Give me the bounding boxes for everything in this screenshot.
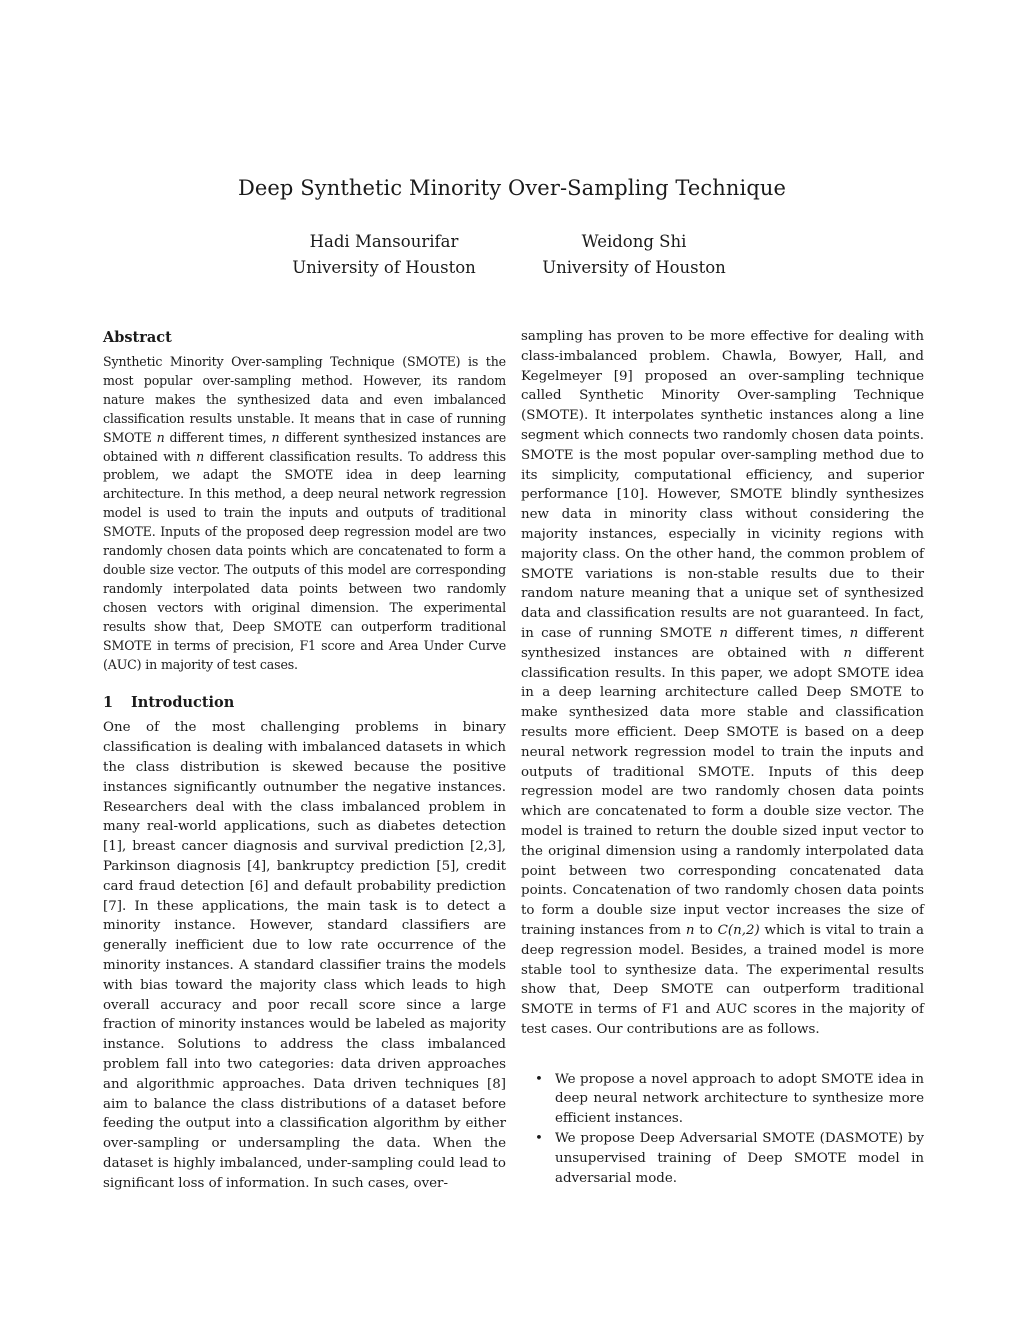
paper-title: Deep Synthetic Minority Over-Sampling Technique — [237, 176, 787, 200]
section-number: 1 — [103, 694, 114, 712]
author-affiliation: University of Houston — [542, 258, 726, 277]
abstract-text: Synthetic Minority Over-sampling Technique (SMOTE) is the most popular over-sampling method. However, its random nature makes the synthesized data and even imbalanced classification results unstable. It means that in case of running SMOTE n different times, n different synthesized instances are obtained with n different classification results. To address this problem, we adapt the SMOTE idea in deep learning architecture. In this method, a deep neural network regression model is used to train the inputs and outputs of traditional SMOTE. Inputs of the proposed deep regression model are two randomly chosen data points which are concatenated to form a double size vector. The outputs of this model are corresponding randomly interpolated data points between two randomly chosen vectors with original dimension. The experimental results show that, Deep SMOTE can outperform traditional SMOTE in terms of precision, F1 score and Area Under Curve (AUC) in majority of test cases. — [103, 354, 507, 672]
author-block-1 — [254, 229, 514, 281]
right-column — [521, 327, 924, 1188]
section-title: Introduction — [131, 694, 235, 712]
author-block-2 — [504, 229, 764, 281]
abstract-heading: Abstract — [103, 329, 172, 346]
author-name: Hadi Mansourifar — [309, 232, 459, 251]
author-name: Weidong Shi — [581, 232, 687, 251]
contributions-list — [521, 1070, 924, 1189]
bullet-icon: • — [535, 1131, 543, 1147]
introduction-text-right: sampling has proven to be more effective for dealing with class-imbalanced problem. Chawla, Bowyer, Hall, and Kegelmeyer [9] proposed an over-sampling technique called Synthetic Minority Over-sampling Technique (SMOTE). It interpolates synthetic instances along a line segment which connects two randomly chosen data points. SMOTE is the most popular over-sampling method due to its simplicity, computational efficiency, and superior performance [10]. However, SMOTE blindly synthesizes new data in minority class without considering the majority instances, especially in vicinity regions with majority class. On the other hand, the common problem of SMOTE variations is non-stable results due to their random nature meaning that a unique set of synthesized data and classification results are not guaranteed. In fact, in case of running SMOTE n different times, n different synthesized instances are obtained with n different classification results. In this paper, we adopt SMOTE idea in a deep learning architecture called Deep SMOTE to make synthesized data more stable and classification results more efficient. Deep SMOTE is based on a deep neural network regression model to train the inputs and outputs of traditional SMOTE. Inputs of this deep regression model are two randomly chosen data points which are concatenated to form a double size vector. The model is trained to return the double sized input vector to the original dimension using a randomly interpolated data point between two corresponding concatenated data points. Concatenation of two randomly chosen data points to form a double size input vector increases the size of training instances from n to C(n,2) which is vital to train a deep regression model. Besides, a trained model is more stable tool to synthesize data. The experimental results show that, Deep SMOTE can outperform traditional SMOTE in terms of F1 and AUC scores in the majority of test cases. Our contributions are as follows. — [521, 329, 924, 1037]
list-item: • We propose Deep Adversarial SMOTE (DASMOTE) by unsupervised training of Deep SMOTE model in adversarial mode. — [535, 1131, 924, 1186]
left-column — [103, 327, 506, 1194]
section-heading-introduction — [103, 692, 506, 714]
list-item: • We propose a novel approach to adopt SMOTE idea in deep neural network architecture to synthesize more efficient instances. — [535, 1071, 924, 1127]
author-affiliation: University of Houston — [292, 258, 476, 277]
introduction-text-left: One of the most challenging problems in binary classification is dealing with imbalanced datasets in which the class distribution is skewed because the positive instances significantly outnumber the negative instances. Researchers deal with the class imbalanced problem in many real-world applications, such as diabetes detection [1], breast cancer diagnosis and survival prediction [2,3], Parkinson diagnosis [4], bankruptcy prediction [5], credit card fraud detection [6] and default probability prediction [7]. In these applications, the main task is to detect a minority instance. However, standard classifiers are generally inefficient due to low rate occurrence of the minority instances. A standard classifier trains the models with bias toward the majority class which leads to high overall accuracy and poor recall score since a large fraction of minority instances would be labeled as majority instance. Solutions to address the class imbalanced problem fall into two categories: data driven approaches and algorithmic approaches. Data driven techniques [8] aim to balance the class distributions of a dataset before feeding the output into a classification algorithm by either over-sampling or undersampling the data. When the dataset is highly imbalanced, under-sampling could lead to significant loss of information. In such cases, over- — [103, 720, 506, 1191]
bullet-icon: • — [535, 1071, 543, 1087]
